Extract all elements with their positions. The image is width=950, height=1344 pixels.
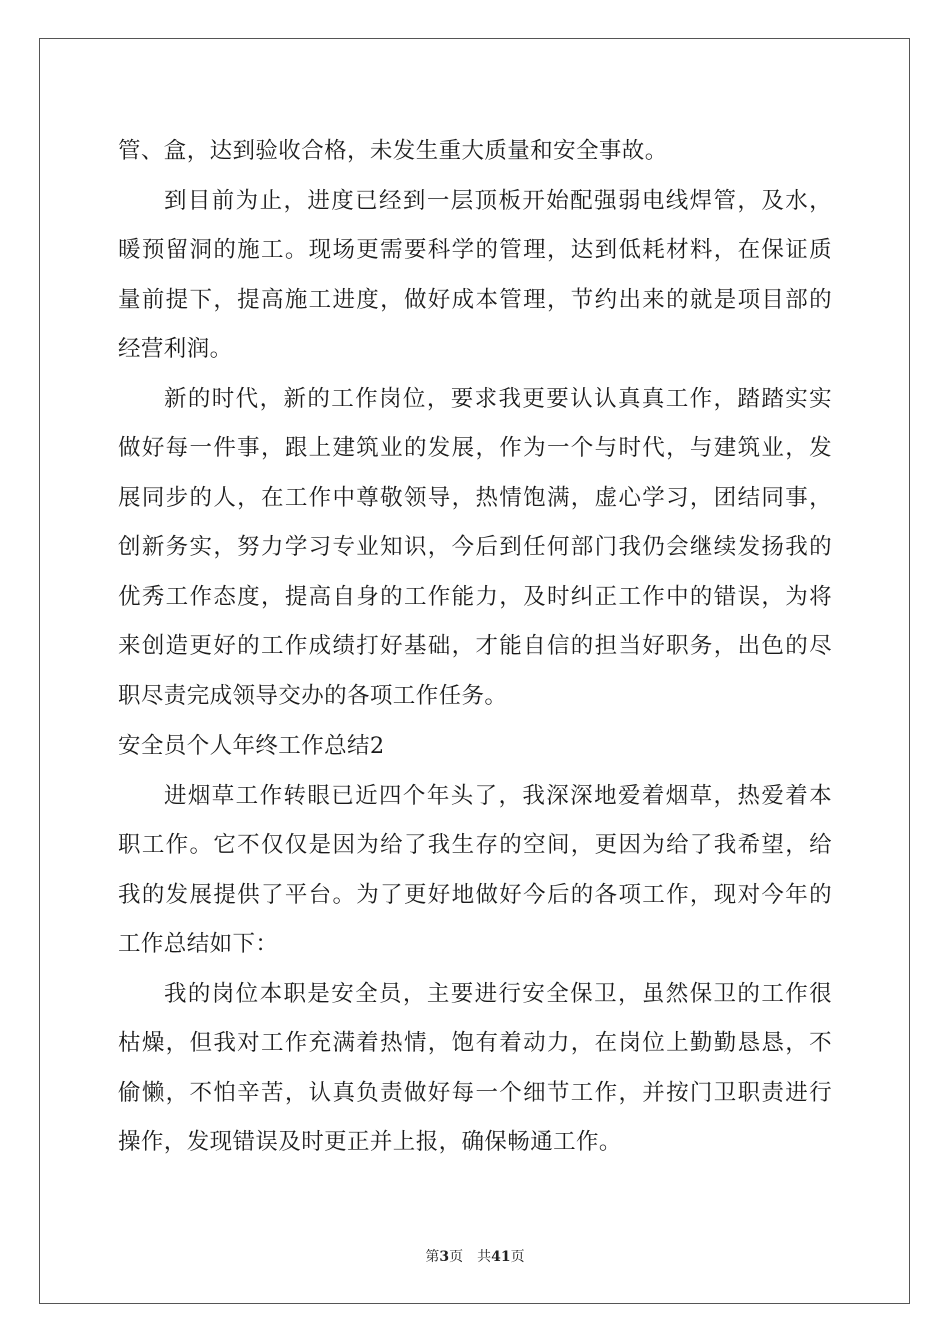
- page-prefix: 第: [425, 1249, 440, 1265]
- total-suffix: 页: [510, 1249, 525, 1265]
- text-line: 职工作。它不仅仅是因为给了我生存的空间，更因为给了我希望，给: [118, 832, 832, 858]
- text-line: 职尽责完成领导交办的各项工作任务。: [118, 683, 508, 709]
- text-line: 新的时代，新的工作岗位，要求我更要认认真真工作，踏踏实实: [164, 386, 832, 412]
- text-line: 偷懒，不怕辛苦，认真负责做好每一个细节工作，并按门卫职责进行: [118, 1080, 832, 1106]
- text-line: 量前提下，提高施工进度，做好成本管理，节约出来的就是项目部的: [118, 287, 832, 313]
- text-line: 进烟草工作转眼已近四个年头了，我深深地爱着烟草，热爱着本: [164, 783, 832, 809]
- page-suffix: 页: [449, 1249, 464, 1265]
- total-page-count: 41: [491, 1249, 511, 1265]
- text-line: 展同步的人，在工作中尊敬领导，热情饱满，虚心学习，团结同事，: [118, 485, 832, 511]
- page-footer: [0, 1247, 950, 1267]
- text-line: 经营利润。: [118, 336, 233, 362]
- total-prefix: 共: [477, 1249, 492, 1265]
- text-line: 枯燥，但我对工作充满着热情，饱有着动力，在岗位上勤勤恳恳，不: [118, 1030, 832, 1056]
- text-line: 优秀工作态度，提高自身的工作能力，及时纠正工作中的错误，为将: [118, 584, 832, 610]
- current-page-number: 3: [439, 1249, 450, 1265]
- text-line: 我的发展提供了平台。为了更好地做好今后的各项工作，现对今年的: [118, 882, 832, 908]
- text-line: 做好每一件事，跟上建筑业的发展，作为一个与时代，与建筑业，发: [118, 435, 832, 461]
- text-line: 我的岗位本职是安全员，主要进行安全保卫，虽然保卫的工作很: [164, 981, 832, 1007]
- page-border: [39, 38, 910, 1304]
- text-line: 来创造更好的工作成绩打好基础，才能自信的担当好职务，出色的尽: [118, 633, 832, 659]
- text-line: 暖预留洞的施工。现场更需要科学的管理，达到低耗材料，在保证质: [118, 237, 832, 263]
- text-line: 管、盒，达到验收合格，未发生重大质量和安全事故。: [118, 138, 668, 164]
- text-line: 工作总结如下：: [118, 931, 279, 957]
- text-line: 操作，发现错误及时更正并上报，确保畅通工作。: [118, 1129, 622, 1155]
- text-line: 到目前为止，进度已经到一层顶板开始配强弱电线焊管，及水，: [164, 188, 832, 214]
- section-heading: 安全员个人年终工作总结2: [118, 733, 385, 759]
- text-line: 创新务实，努力学习专业知识，今后到任何部门我仍会继续发扬我的: [118, 534, 832, 560]
